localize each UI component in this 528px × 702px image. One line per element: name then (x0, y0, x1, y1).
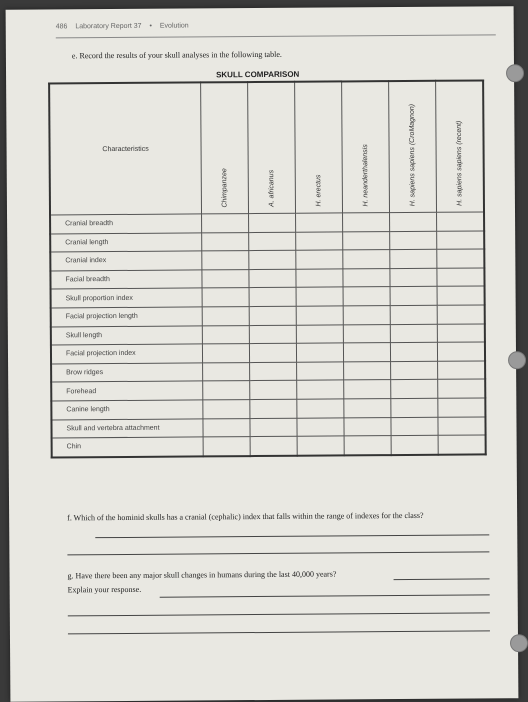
table-cell[interactable] (296, 324, 343, 343)
column-header-label: H. erectus (315, 174, 323, 207)
table-cell[interactable] (202, 307, 249, 326)
column-header-label: H. neanderthalensis (362, 143, 370, 207)
table-cell[interactable] (296, 287, 343, 306)
table-cell[interactable] (437, 212, 485, 231)
table-cell[interactable] (296, 343, 343, 362)
answer-line[interactable] (95, 534, 489, 538)
table-cell[interactable] (390, 324, 437, 343)
table-cell[interactable] (437, 286, 485, 305)
table-cell[interactable] (437, 324, 485, 343)
table-cell[interactable] (390, 231, 437, 250)
characteristics-header: Characteristics (49, 82, 201, 215)
table-cell[interactable] (250, 399, 297, 418)
table-cell[interactable] (344, 417, 391, 436)
table-cell[interactable] (391, 435, 438, 454)
column-header (436, 80, 484, 212)
page-number: 486 (55, 23, 68, 31)
column-header (248, 82, 296, 214)
row-label: Facial projection length (51, 307, 203, 327)
table-cell[interactable] (390, 212, 437, 231)
row-label: Facial projection index (51, 344, 203, 364)
table-cell[interactable] (250, 418, 297, 437)
table-cell[interactable] (390, 287, 437, 306)
table-cell[interactable] (343, 324, 390, 343)
table-cell[interactable] (344, 436, 391, 455)
table-cell[interactable] (296, 269, 343, 288)
column-header-label: H. sapiens sapiens (CroMagnon) (408, 103, 417, 206)
table-cell[interactable] (391, 361, 438, 380)
table-cell[interactable] (296, 213, 343, 232)
table-cell[interactable] (296, 250, 343, 269)
table-cell[interactable] (297, 380, 344, 399)
table-cell[interactable] (390, 249, 437, 268)
table-cell[interactable] (249, 213, 296, 232)
table-cell[interactable] (344, 380, 391, 399)
row-label: Forehead (51, 381, 203, 401)
running-header (56, 20, 496, 38)
table-cell[interactable] (203, 400, 250, 419)
question-f: f. Which of the hominid skulls has a cranial (cephalic) index that falls within the range of indexes for the class? (67, 510, 424, 523)
table-cell[interactable] (249, 325, 296, 344)
table-header-row (49, 80, 484, 215)
table-cell[interactable] (390, 342, 437, 361)
answer-line[interactable] (68, 612, 490, 616)
column-header (201, 82, 249, 214)
row-label: Canine length (51, 400, 203, 420)
table-cell[interactable] (343, 213, 390, 232)
table-cell[interactable] (391, 417, 438, 436)
row-label: Skull and vertebra attachment (51, 418, 203, 438)
answer-line[interactable] (67, 551, 489, 555)
row-label: Skull length (51, 325, 203, 345)
table-cell[interactable] (437, 342, 485, 361)
column-header (389, 81, 437, 213)
table-cell[interactable] (437, 305, 485, 324)
table-cell[interactable] (437, 231, 485, 250)
answer-line[interactable] (160, 594, 490, 597)
table-cell[interactable] (250, 362, 297, 381)
answer-line[interactable] (394, 578, 490, 580)
table-cell[interactable] (297, 436, 344, 455)
table-cell[interactable] (343, 268, 390, 287)
row-label: Cranial breadth (50, 214, 202, 234)
table-cell[interactable] (203, 362, 250, 381)
table-row (52, 435, 486, 457)
table-cell[interactable] (203, 437, 250, 456)
table-cell[interactable] (202, 269, 249, 288)
table-cell[interactable] (203, 418, 250, 437)
row-label: Brow ridges (51, 363, 203, 383)
table-cell[interactable] (250, 381, 297, 400)
header-bullet: • (149, 22, 152, 30)
table-cell[interactable] (343, 306, 390, 325)
instruction-text: e. Record the results of your skull analyses in the following table. (71, 49, 282, 61)
table-cell[interactable] (202, 325, 249, 344)
table-cell[interactable] (202, 251, 249, 270)
table-cell[interactable] (437, 268, 485, 287)
table-cell[interactable] (438, 435, 486, 454)
table-cell[interactable] (391, 398, 438, 417)
table-cell[interactable] (202, 214, 249, 233)
table-cell[interactable] (343, 231, 390, 250)
column-header-label: H. sapiens sapiens (recent) (455, 120, 464, 206)
skull-comparison-table (48, 79, 487, 458)
table-cell[interactable] (437, 249, 485, 268)
table-cell[interactable] (250, 436, 297, 455)
table-cell[interactable] (343, 343, 390, 362)
table-cell[interactable] (391, 380, 438, 399)
binder-hole (510, 634, 528, 652)
question-g: g. Have there been any major skull changes in humans during the last 40,000 years? (67, 569, 337, 581)
row-label: Cranial length (50, 233, 202, 253)
table-cell[interactable] (343, 287, 390, 306)
table-cell[interactable] (296, 306, 343, 325)
table-cell[interactable] (438, 361, 486, 380)
table-cell[interactable] (297, 399, 344, 418)
table-cell[interactable] (297, 417, 344, 436)
table-cell[interactable] (438, 416, 486, 435)
column-header-label: Chimpanzee (221, 167, 229, 208)
table-cell[interactable] (344, 361, 391, 380)
table-cell[interactable] (249, 269, 296, 288)
binder-hole (508, 351, 526, 369)
table-cell[interactable] (202, 232, 249, 251)
row-label: Facial breadth (50, 270, 202, 290)
table-cell[interactable] (297, 362, 344, 381)
table-cell[interactable] (438, 398, 486, 417)
table-title: SKULL COMPARISON (216, 69, 300, 80)
table-cell[interactable] (249, 250, 296, 269)
column-header-label: A. africanus (268, 169, 276, 207)
section-title: Evolution (159, 22, 189, 30)
row-label: Chin (52, 437, 204, 457)
table-cell[interactable] (249, 288, 296, 307)
report-title: Laboratory Report 37 (75, 22, 142, 31)
table-cell[interactable] (202, 288, 249, 307)
table-cell[interactable] (203, 381, 250, 400)
worksheet-page (6, 6, 519, 702)
table-cell[interactable] (343, 250, 390, 269)
answer-line[interactable] (68, 630, 490, 634)
table-cell[interactable] (296, 232, 343, 251)
table-cell[interactable] (344, 399, 391, 418)
column-header (342, 81, 390, 213)
table-cell[interactable] (390, 268, 437, 287)
row-label: Cranial index (50, 251, 202, 271)
binder-hole (506, 64, 524, 82)
table-cell[interactable] (249, 343, 296, 362)
table-cell[interactable] (438, 379, 486, 398)
question-g-explain: Explain your response. (67, 584, 142, 595)
table-cell[interactable] (249, 232, 296, 251)
table-cell[interactable] (390, 305, 437, 324)
row-label: Skull proportion index (51, 288, 203, 308)
column-header (295, 81, 343, 213)
table-cell[interactable] (202, 344, 249, 363)
table-cell[interactable] (249, 306, 296, 325)
